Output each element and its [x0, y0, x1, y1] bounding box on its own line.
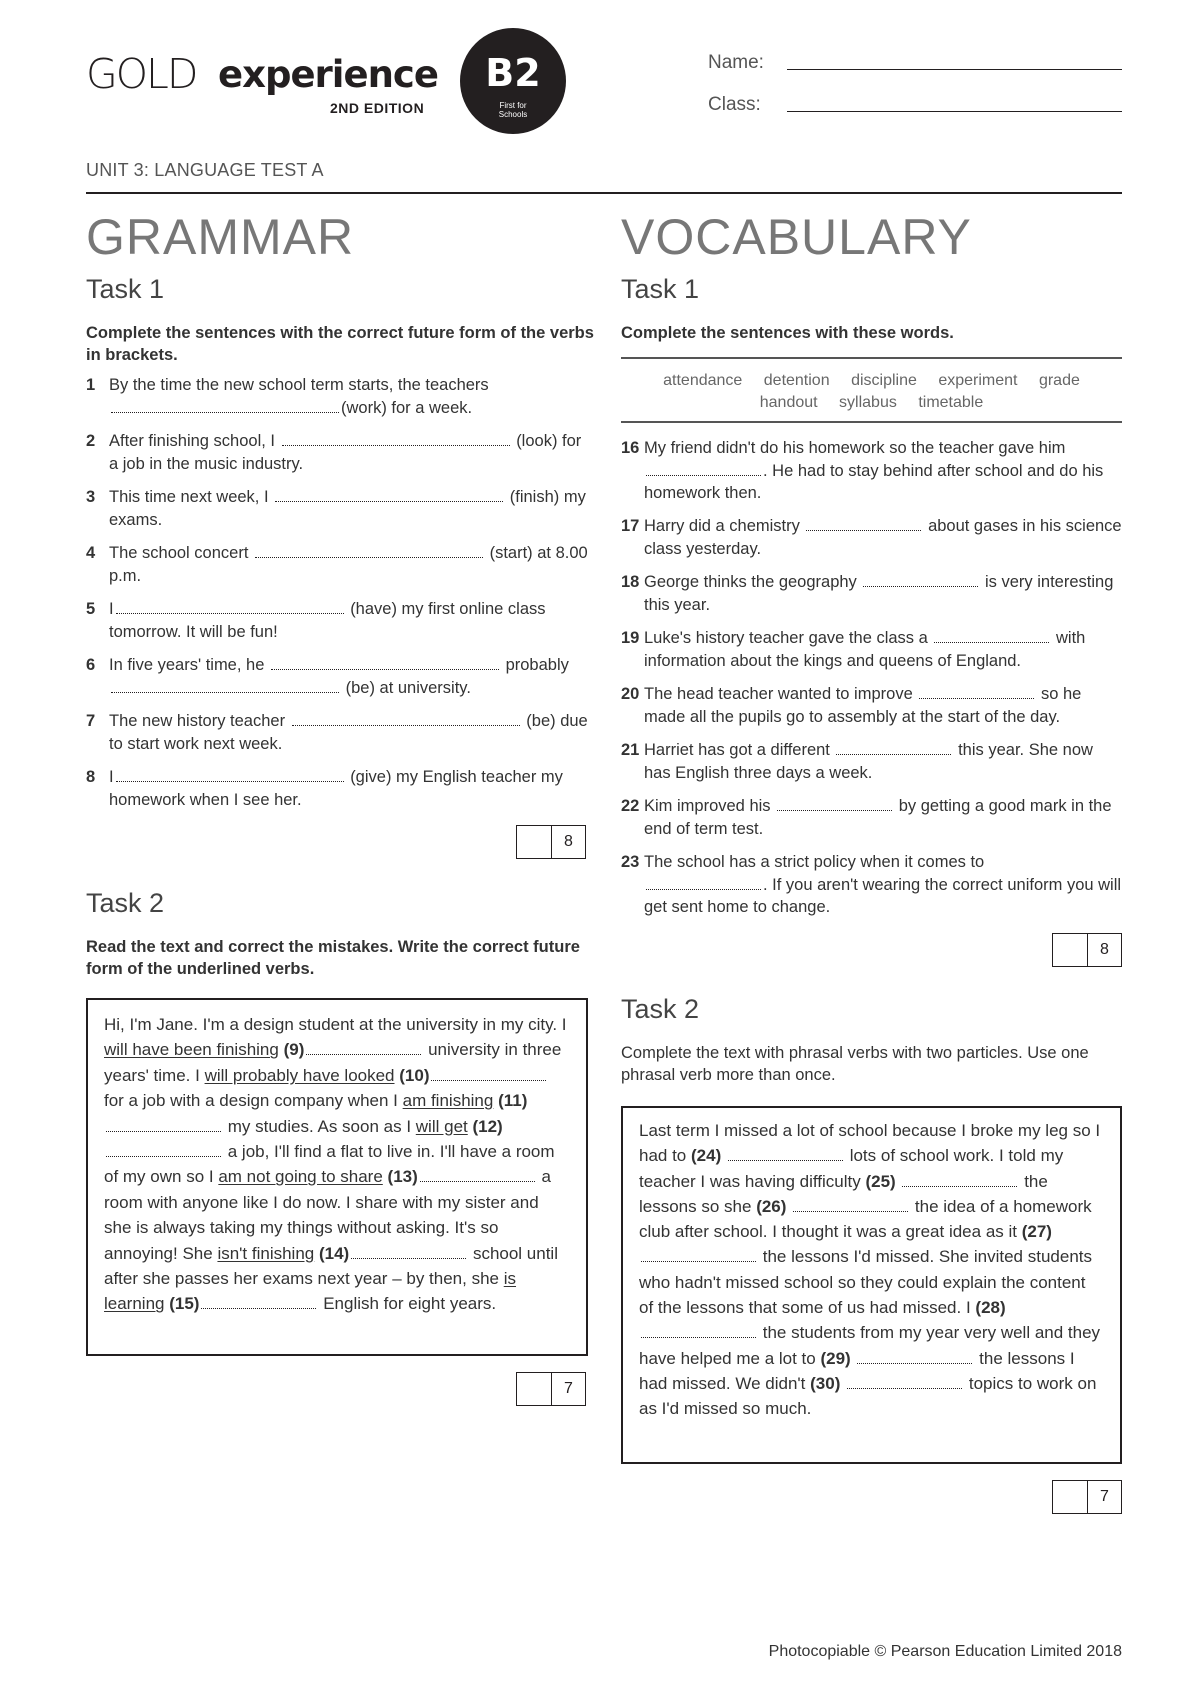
passage-text: a job, I'll find a flat to live in. I'll have a room of my own so I [104, 1142, 555, 1187]
answer-blank[interactable] [111, 398, 339, 413]
gap-number: (9) [283, 1040, 305, 1060]
passage-text: topics to work on as I'd missed so much. [639, 1373, 1097, 1419]
vocabulary-item [621, 795, 1122, 841]
grammar-item [86, 710, 588, 756]
item-text: so he made all the pupils go to assembly at the start of the day. [644, 685, 1082, 726]
header-divider [86, 192, 1122, 194]
passage-text: a room with anyone like I do now. I share with my sister and she is always taking my things without asking. It's so annoying! She [104, 1167, 551, 1263]
word-option: timetable [918, 394, 984, 411]
item-text: probably [505, 656, 569, 674]
vocabulary-item [621, 627, 1122, 673]
passage-text: the students from my year very well and they have helped me a lot to [639, 1323, 1101, 1368]
item-text: The school concert [109, 544, 249, 562]
passage-text: the lessons I'd missed. She invited students who hadn't missed school so they could explain the content of the lessons that some of us had missed. I [639, 1247, 1092, 1318]
passage-text: for a job with a design company when I [104, 1091, 398, 1111]
grammar-item [86, 430, 588, 476]
gap-number: (29) [820, 1348, 851, 1368]
item-number: 16 [621, 439, 640, 457]
passage-text: university in three years' time. I [104, 1040, 562, 1085]
name-field[interactable] [787, 69, 1122, 70]
answer-blank[interactable] [351, 1244, 466, 1259]
word-box-top-rule [621, 357, 1122, 359]
grammar-title: GRAMMAR [86, 209, 355, 265]
grammar-task1-instruction: Complete the sentences with the correct future form of the verbs in brackets. [86, 324, 594, 364]
item-number: 17 [621, 517, 640, 535]
grammar-item [86, 374, 588, 420]
gap-number: (12) [472, 1116, 503, 1136]
logo-edition: 2ND EDITION [330, 100, 425, 116]
underlined-verb: isn't finishing [217, 1243, 315, 1263]
answer-blank[interactable] [106, 1117, 221, 1132]
answer-blank[interactable] [271, 655, 499, 670]
level-badge-sub-2: Schools [498, 109, 528, 119]
item-text: (be) at university. [345, 678, 471, 697]
vocabulary-item [621, 437, 1122, 505]
gap-number: (30) [810, 1373, 841, 1393]
gap-number: (13) [387, 1167, 418, 1187]
answer-blank[interactable] [282, 431, 510, 446]
vocabulary-task2-title: Task 2 [621, 994, 700, 1024]
item-text: (finish) my exams. [109, 488, 586, 529]
score-box[interactable] [516, 1372, 586, 1406]
vocabulary-item [621, 571, 1122, 617]
vocabulary-item [621, 515, 1122, 561]
underlined-verb: am not going to share [218, 1167, 383, 1187]
answer-blank[interactable] [728, 1146, 843, 1161]
vocabulary-task1-instruction: Complete the sentences with these words. [621, 324, 954, 342]
item-number: 23 [621, 853, 640, 871]
underlined-verb: am finishing [402, 1091, 494, 1111]
answer-blank[interactable] [255, 543, 483, 558]
score-box[interactable] [1052, 1480, 1122, 1514]
item-number: 3 [86, 488, 96, 506]
underlined-verb: will get [415, 1116, 468, 1136]
item-number: 18 [621, 573, 640, 591]
item-text: . He had to stay behind after school and do his homework then. [644, 461, 1104, 502]
passage-text: lots of school work. I told my teacher I was having difficulty [639, 1146, 1064, 1191]
item-text: (be) due to start work next week. [109, 712, 588, 753]
word-box-bottom-rule [621, 421, 1122, 423]
item-text: I [109, 600, 114, 618]
answer-blank[interactable] [806, 516, 921, 531]
gap-number: (14) [318, 1243, 350, 1263]
passage-text: the lessons so she [639, 1171, 1048, 1216]
item-text: with information about the kings and queens of England. [644, 629, 1086, 670]
item-number: 5 [86, 600, 96, 618]
grammar-task2-title: Task 2 [86, 888, 165, 918]
answer-blank[interactable] [793, 1197, 908, 1212]
vocabulary-title: VOCABULARY [621, 209, 972, 265]
answer-blank[interactable] [902, 1172, 1017, 1187]
item-number: 1 [86, 376, 96, 394]
score-total: 8 [1100, 941, 1109, 958]
vocabulary-item [621, 851, 1122, 919]
passage-text: my studies. As soon as I [227, 1116, 412, 1136]
word-option: syllabus [839, 394, 897, 411]
logo-gold: GOLD [86, 50, 197, 98]
item-text: My friend didn't do his homework so the teacher gave him [644, 439, 1066, 457]
answer-blank[interactable] [420, 1167, 535, 1182]
answer-blank[interactable] [201, 1294, 316, 1309]
answer-blank[interactable] [646, 461, 761, 476]
word-option: handout [759, 394, 818, 411]
answer-blank[interactable] [106, 1142, 221, 1157]
passage-text: the lessons I had missed. We didn't [639, 1348, 1075, 1393]
gap-number: (10) [399, 1065, 430, 1085]
vocabulary-text-box [621, 1106, 1122, 1464]
vocabulary-task2-instruction: Complete the text with phrasal verbs with two particles. Use one phrasal verb more than once. [621, 1044, 1089, 1084]
item-number: 8 [86, 768, 96, 786]
answer-blank[interactable] [641, 1323, 756, 1338]
gap-number: (24) [691, 1146, 722, 1166]
class-field[interactable] [787, 111, 1122, 112]
item-number: 6 [86, 656, 96, 674]
item-text: Harry did a chemistry [644, 517, 800, 535]
item-text: George thinks the geography [644, 573, 857, 591]
word-option: discipline [851, 372, 917, 389]
item-text: The school has a strict policy when it comes to [644, 853, 985, 871]
item-text: Luke's history teacher gave the class a [644, 629, 928, 647]
word-option: grade [1038, 372, 1080, 389]
gap-number: (27) [1021, 1222, 1052, 1242]
grammar-item [86, 542, 588, 588]
footer-copyright: Photocopiable © Pearson Education Limited 2018 [768, 1643, 1122, 1660]
answer-blank[interactable] [857, 1349, 972, 1364]
level-badge [460, 28, 566, 134]
passage-text: Hi, I'm Jane. I'm a design student at the university in my city. I [104, 1015, 567, 1034]
answer-blank[interactable] [919, 684, 1034, 699]
answer-blank[interactable] [934, 628, 1049, 643]
grammar-text-box [86, 998, 588, 1356]
grammar-task1-title: Task 1 [86, 274, 165, 304]
answer-blank[interactable] [777, 796, 892, 811]
item-text: In five years' time, he [109, 656, 265, 674]
item-number: 2 [86, 432, 96, 450]
gap-number: (11) [498, 1091, 528, 1111]
level-badge-text: B2 [485, 51, 541, 95]
item-text: Kim improved his [644, 797, 771, 815]
item-text: I [109, 768, 114, 786]
item-number: 7 [86, 712, 96, 730]
answer-blank[interactable] [306, 1040, 421, 1055]
item-number: 19 [621, 629, 640, 647]
logo-experience: experience [218, 53, 438, 96]
score-box[interactable] [1052, 933, 1122, 967]
gap-number: (25) [865, 1171, 896, 1191]
grammar-item [86, 654, 588, 700]
answer-blank[interactable] [292, 711, 520, 726]
passage-text: Last term I missed a lot of school because I broke my leg so I had to [639, 1121, 1101, 1166]
item-text: (work) for a week. [341, 398, 473, 417]
item-text: this year. She now has English three days a week. [644, 741, 1093, 782]
grammar-item [86, 766, 588, 812]
item-text: (look) for a job in the music industry. [109, 432, 582, 473]
word-option: attendance [663, 372, 743, 389]
underlined-verb: is learning [104, 1269, 517, 1314]
score-total: 7 [564, 1380, 573, 1397]
item-text: The new history teacher [109, 712, 286, 730]
item-text: (give) my English teacher my homework when I see her. [109, 768, 563, 809]
gap-number: (28) [975, 1298, 1006, 1318]
class-label: Class: [708, 94, 761, 115]
vocabulary-task1-title: Task 1 [621, 274, 700, 304]
answer-blank[interactable] [847, 1374, 962, 1389]
item-number: 20 [621, 685, 640, 703]
answer-blank[interactable] [116, 599, 344, 614]
vocabulary-item [621, 739, 1122, 785]
grammar-task2-instruction: Read the text and correct the mistakes. Write the correct future form of the underlined verbs. [86, 938, 580, 978]
word-box [621, 370, 1122, 414]
unit-title: UNIT 3: LANGUAGE TEST A [86, 160, 324, 180]
item-text: After finishing school, I [109, 432, 275, 450]
item-number: 21 [621, 741, 640, 759]
score-total: 7 [1100, 1488, 1109, 1505]
word-option: detention [763, 372, 830, 389]
item-number: 22 [621, 797, 640, 815]
answer-blank[interactable] [863, 572, 978, 587]
score-total: 8 [564, 833, 573, 850]
answer-blank[interactable] [111, 678, 339, 693]
grammar-item [86, 486, 588, 532]
item-number: 4 [86, 544, 96, 562]
item-text: . If you aren't wearing the correct uniform you will get sent home to change. [644, 875, 1122, 916]
answer-blank[interactable] [836, 740, 951, 755]
answer-blank[interactable] [641, 1247, 756, 1262]
answer-blank[interactable] [275, 487, 503, 502]
item-text: is very interesting this year. [644, 573, 1114, 614]
grammar-item [86, 598, 588, 644]
item-text: (have) my first online class tomorrow. It will be fun! [109, 600, 546, 641]
item-text: by getting a good mark in the end of term test. [644, 797, 1112, 838]
word-option: experiment [938, 372, 1018, 389]
item-text: Harriet has got a different [644, 741, 830, 759]
passage-text: English for eight years. [323, 1294, 497, 1314]
vocabulary-item [621, 683, 1122, 729]
item-text: The head teacher wanted to improve [644, 685, 913, 703]
passage-text: the idea of a homework club after school. I thought it was a great idea as it [639, 1196, 1092, 1242]
item-text: (start) at 8.00 p.m. [109, 544, 588, 585]
level-badge-sub-1: First for [499, 101, 527, 110]
underlined-verb: will have been finishing [104, 1040, 279, 1060]
passage-text: school until after she passes her exams next year – by then, she [104, 1243, 558, 1289]
gap-number: (26) [756, 1196, 787, 1216]
underlined-verb: will probably have looked [204, 1065, 395, 1085]
name-label: Name: [708, 52, 764, 73]
item-text: By the time the new school term starts, the teachers [109, 376, 489, 394]
item-text: This time next week, I [109, 488, 269, 506]
answer-blank[interactable] [431, 1066, 546, 1081]
gap-number: (15) [169, 1294, 200, 1314]
score-box[interactable] [516, 825, 586, 859]
answer-blank[interactable] [116, 767, 344, 782]
answer-blank[interactable] [646, 875, 761, 890]
item-text: about gases in his science class yesterday. [644, 517, 1122, 558]
